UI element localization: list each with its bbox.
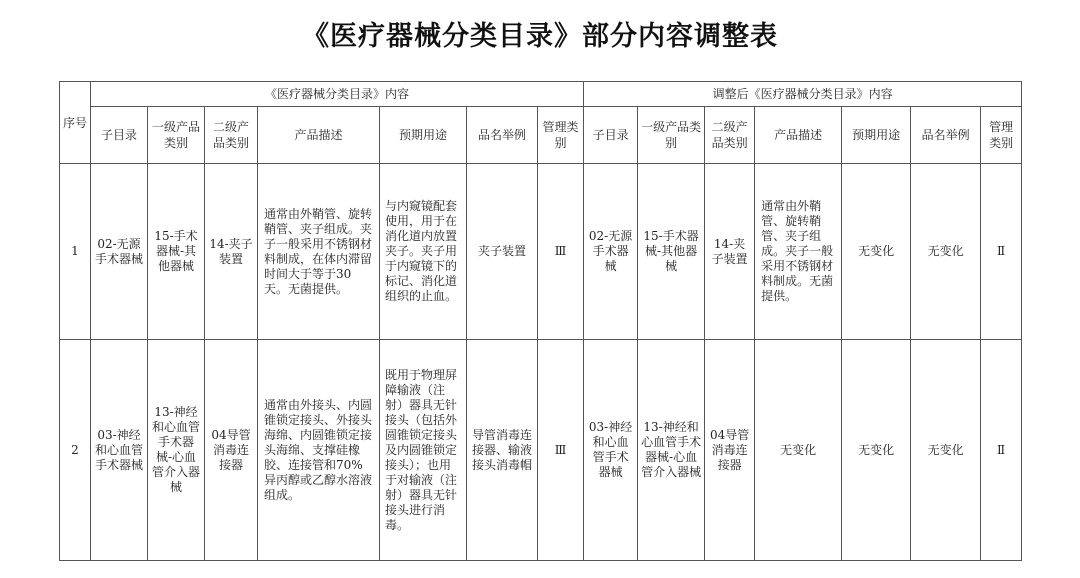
header-product-examples: 品名举例 xyxy=(911,107,981,164)
header-level2-category: 二级产品类别 xyxy=(205,107,258,164)
level2-category-cell: 14-夹子装置 xyxy=(705,164,755,340)
level1-category-cell: 13-神经和心血管手术器械-心血管介入器械 xyxy=(638,340,705,561)
product-description-cell: 通常由外鞘管、旋转鞘管、夹子组成。夹子一般采用不锈钢材料制成。无菌提供。 xyxy=(755,164,842,340)
header-product-examples: 品名举例 xyxy=(467,107,538,164)
table-row xyxy=(60,340,1022,561)
product-examples-cell: 无变化 xyxy=(911,164,981,340)
product-examples-cell: 导管消毒连接器、输液接头消毒帽 xyxy=(467,340,538,561)
header-sub-directory: 子目录 xyxy=(584,107,638,164)
header-intended-use: 预期用途 xyxy=(842,107,911,164)
header-product-description: 产品描述 xyxy=(258,107,380,164)
level1-category-cell: 15-手术器械-其他器械 xyxy=(638,164,705,340)
intended-use-cell: 既用于物理屏障输液（注射）器具无针接头（包括外圆锥锁定接头及内圆锥锁定接头）；也用于对输液（注射）器具无针接头进行消毒。 xyxy=(380,340,467,561)
intended-use-cell: 无变化 xyxy=(842,164,911,340)
sub-directory-cell: 02-无源手术器械 xyxy=(584,164,638,340)
intended-use-cell: 无变化 xyxy=(842,340,911,561)
level1-category-cell: 13-神经和心血管手术器械-心血管介入器械 xyxy=(148,340,205,561)
sub-directory-cell: 02-无源手术器械 xyxy=(91,164,148,340)
header-product-description: 产品描述 xyxy=(755,107,842,164)
product-examples-cell: 夹子装置 xyxy=(467,164,538,340)
intended-use-cell: 与内窥镜配套使用，用于在消化道内放置夹子。夹子用于内窥镜下的标记、消化道组织的止血。 xyxy=(380,164,467,340)
level2-category-cell: 04导管消毒连接器 xyxy=(205,340,258,561)
seq-header: 序号 xyxy=(60,82,91,164)
header-level1-category: 一级产品类别 xyxy=(638,107,705,164)
sub-directory-cell: 03-神经和心血管手术器械 xyxy=(91,340,148,561)
page-title: 《医疗器械分类目录》部分内容调整表 xyxy=(302,21,778,52)
header-management-class: 管理类别 xyxy=(538,107,584,164)
header-level2-category: 二级产品类别 xyxy=(705,107,755,164)
product-description-cell: 无变化 xyxy=(755,340,842,561)
management-class-cell: Ⅲ xyxy=(538,340,584,561)
header-sub-directory: 子目录 xyxy=(91,107,148,164)
header-level1-category: 一级产品类别 xyxy=(148,107,205,164)
level1-category-cell: 15-手术器械-其他器械 xyxy=(148,164,205,340)
product-description-cell: 通常由外接头、内圆锥锁定接头、外接头海绵、内圆锥锁定接头海绵、支撑硅橡胶、连接管和70%异丙醇或乙醇水溶液组成。 xyxy=(258,340,380,561)
level2-category-cell: 04导管消毒连接器 xyxy=(705,340,755,561)
header-intended-use: 预期用途 xyxy=(380,107,467,164)
seq-cell: 2 xyxy=(60,340,91,561)
product-description-cell: 通常由外鞘管、旋转鞘管、夹子组成。夹子一般采用不锈钢材料制成，在体内滞留时间大于等于30天。无菌提供。 xyxy=(258,164,380,340)
sub-directory-cell: 03-神经和心血管手术器械 xyxy=(584,340,638,561)
management-class-cell: Ⅱ xyxy=(981,340,1022,561)
seq-cell: 1 xyxy=(60,164,91,340)
group-header-original: 《医疗器械分类目录》内容 xyxy=(91,82,584,107)
adjustment-table xyxy=(59,81,1022,561)
header-management-class: 管理类别 xyxy=(981,107,1022,164)
table-row xyxy=(60,164,1022,340)
management-class-cell: Ⅲ xyxy=(538,164,584,340)
group-header-adjusted: 调整后《医疗器械分类目录》内容 xyxy=(584,82,1022,107)
level2-category-cell: 14-夹子装置 xyxy=(205,164,258,340)
management-class-cell: Ⅱ xyxy=(981,164,1022,340)
product-examples-cell: 无变化 xyxy=(911,340,981,561)
